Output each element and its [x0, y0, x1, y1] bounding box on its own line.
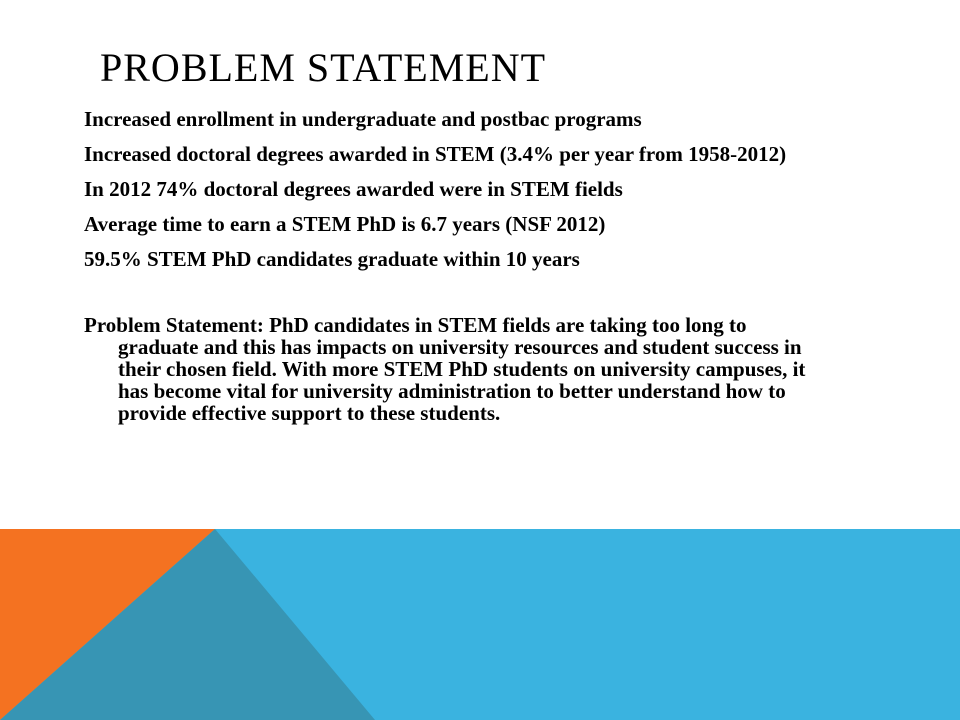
- problem-statement: Problem Statement: PhD candidates in STEM fields are taking too long to graduate and this has impacts on university resources and student success in their chosen field. With more STEM PhD students on university campuses, it has become vital for university administration to better understand how to provide effective support to these students.: [84, 313, 806, 425]
- bullet-enrollment: Increased enrollment in undergraduate and postbac programs: [84, 107, 642, 131]
- slide-title: PROBLEM STATEMENT: [100, 45, 547, 90]
- bullet-time-to-degree: Average time to earn a STEM PhD is 6.7 years (NSF 2012): [84, 212, 606, 236]
- paragraph-spacer: [84, 283, 824, 314]
- decorative-footer-band: [0, 529, 960, 720]
- bullet-graduation-rate: 59.5% STEM PhD candidates graduate within 10 years: [84, 247, 580, 271]
- slide-body: [84, 108, 824, 437]
- bullet-doctoral-degrees: Increased doctoral degrees awarded in STEM (3.4% per year from 1958-2012): [84, 142, 787, 166]
- bullet-stem-share: In 2012 74% doctoral degrees awarded were in STEM fields: [84, 177, 623, 201]
